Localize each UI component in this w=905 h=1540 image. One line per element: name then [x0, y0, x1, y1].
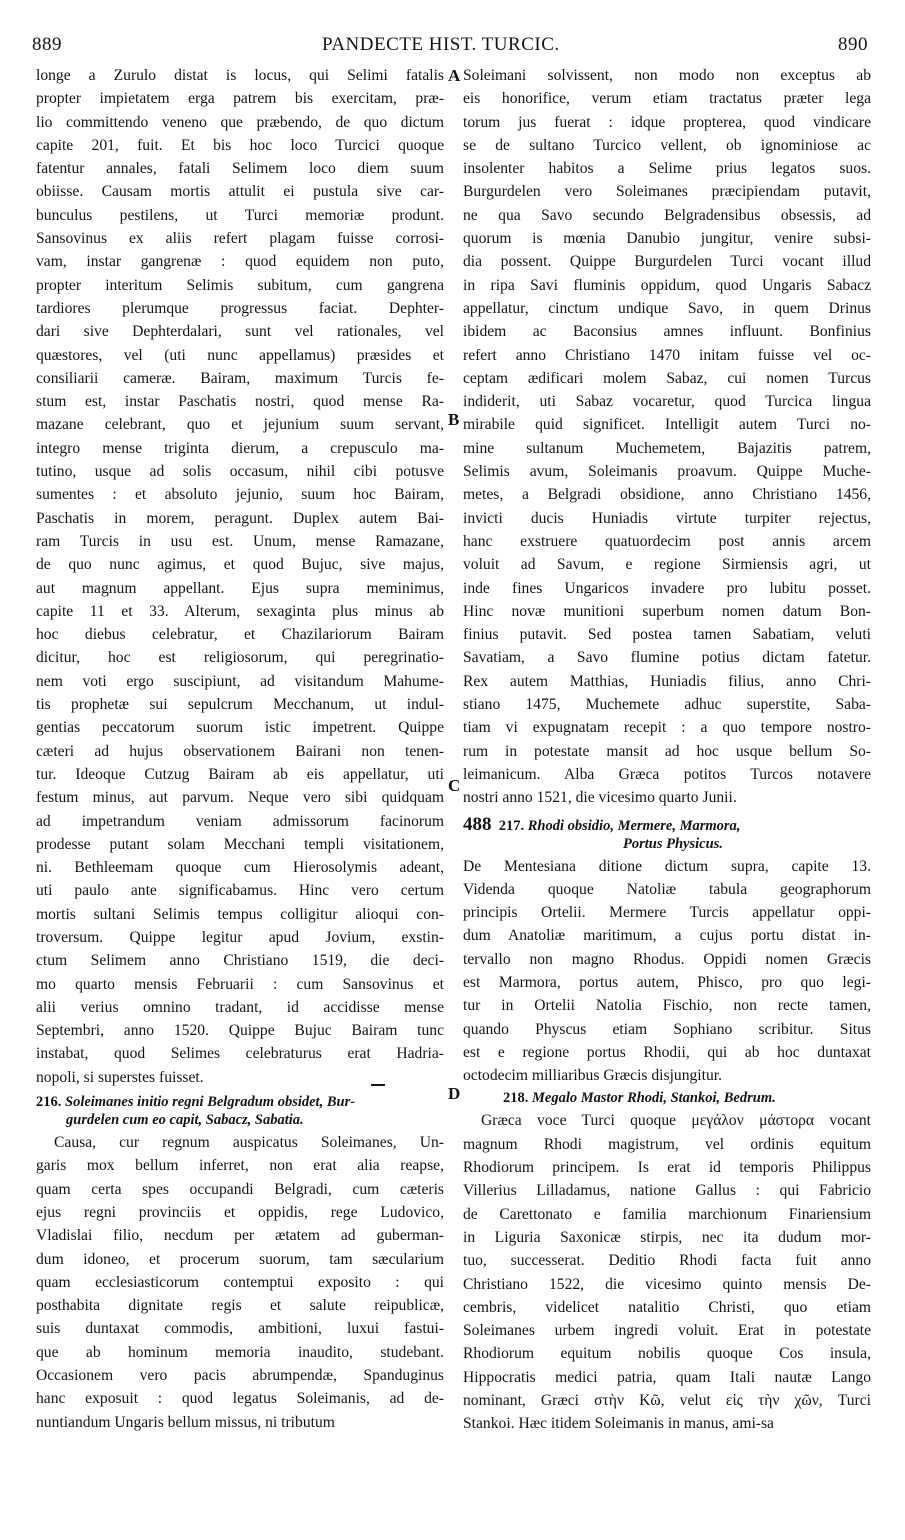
text-line: Rhodiorum equitum nobilis quoque Cos insula, — [463, 1345, 871, 1363]
section-217-title-line-2: Portus Physicus. — [623, 835, 723, 852]
text-line: magnum Rhodi magistrum, vel ordinis equitum — [463, 1135, 871, 1153]
text-line: tardiores plerumque progressus faciat. Dephter- — [36, 299, 444, 317]
text-line: ibidem ac Baconsius amnes influunt. Bonfinius — [463, 323, 871, 341]
text-line: indiderit, uti Sabaz vocaretur, quod Turcica lingua — [463, 393, 871, 411]
text-line: Soleimanes urbem ingredi voluit. Erat in potestate — [463, 1322, 871, 1340]
text-line: Vladislai filio, necdum per ætatem ad guberman- — [36, 1227, 444, 1245]
text-line: invicti ducis Huniadis virtute turpiter rejectus, — [463, 509, 871, 527]
text-line: hoc diebus celebratur, et Chazilariorum Bairam — [36, 626, 444, 644]
text-line: in ripa Savi fluminis oppidum, quod Ungaris Sabacz — [463, 276, 871, 294]
section-218-heading — [463, 1089, 871, 1107]
text-line: festum minus, aut parvum. Neque vero sibi quidquam — [36, 789, 444, 807]
text-line: Villerius Lilladamus, natione Gallus : qui Fabricio — [463, 1182, 871, 1200]
text-line: cembris, videlicet natalitio Christi, quo etiam — [463, 1298, 871, 1316]
text-line: obiisse. Causam mortis attulit ei pustula sive car- — [36, 183, 444, 201]
text-line: Causa, cur regnum auspicatus Soleimanes, Un- — [54, 1134, 444, 1152]
text-line: tis prophetæ sui sepulcrum Mecchanum, ut indul- — [36, 696, 444, 714]
text-line: principis Ortelii. Mermere Turcis appellatur oppi- — [463, 904, 871, 922]
text-line: dari sive Dephterdalari, sunt vel rationales, vel — [36, 323, 444, 341]
text-line: inde fines Ungaricos invadere pro lubitu posset. — [463, 579, 871, 597]
text-line: vam, instar gangrenæ : quod equidem non puto, — [36, 253, 444, 271]
text-line: nem voti ergo suscipiunt, ad visitandum Mahume- — [36, 672, 444, 690]
text-line: troversum. Quippe legitur apud Jovium, exstin- — [36, 928, 444, 946]
section-218-title: Megalo Mastor Rhodi, Stankoi, Bedrum. — [532, 1090, 776, 1107]
text-line: fatentur annales, fatali Selimem loco diem suum — [36, 160, 444, 178]
text-line: gentias peccatorum suorum istic impetrent. Quippe — [36, 719, 444, 737]
text-line: de Carettonato e familia marchionum Finariensium — [463, 1205, 871, 1223]
section-216-title-line-1: Soleimanes initio regni Belgradum obsidet, Bur- — [65, 1094, 356, 1111]
text-line: nuntiandum Ungaris bellum missus, ni tributum — [36, 1413, 335, 1431]
text-line: cæteri ad hujus observationem Bairani non tenen- — [36, 742, 444, 760]
text-line: Savatiam, a Savo flumine potius dictam fatetur. — [463, 649, 871, 667]
text-line: Soleimani solvissent, non modo non exceptus ab — [463, 67, 871, 84]
text-line: nostri anno 1521, die vicesimo quarto Junii. — [463, 789, 737, 807]
right-paragraph-2 — [463, 855, 871, 1088]
text-line: aut magnum appellant. Ejus supra meminimus, — [36, 579, 444, 597]
section-217-heading — [463, 813, 871, 853]
text-line: quam certa spes occupandi Belgradi, cum cæteris — [36, 1180, 444, 1198]
text-line: prodesse putant solam Mecchani templi visitationem, — [36, 835, 444, 853]
text-line: propter interitum Selimis subitum, cum gangrena — [36, 276, 444, 294]
text-line: mo quarto mensis Februarii : cum Sansovinus et — [36, 975, 444, 993]
text-line: mine sultanum Muchemetem, Bajazitis patrem, — [463, 439, 871, 457]
text-line: instabat, quod Selimes celebraturus erat Hadria- — [36, 1045, 444, 1063]
text-line: in Liguria Saxonicæ stirpis, nec ita dudum mor- — [463, 1228, 871, 1246]
text-line: insolenter habitos a Selime prius legatos suos. — [463, 160, 871, 178]
left-paragraph-2 — [36, 1131, 444, 1434]
page-number-left: 889 — [32, 34, 62, 55]
text-line: rum in potestate mansit ad hoc usque bellum So- — [463, 742, 871, 760]
text-line: quam ecclesiasticorum contemptui exposito : qui — [36, 1273, 444, 1291]
page-number-right: 890 — [838, 34, 868, 55]
margin-letter-d: D — [448, 1084, 461, 1103]
text-line: ram Turcis in usu est. Unum, mense Ramazane, — [36, 532, 444, 550]
text-line: Videnda quoque Natoliæ tabula geographorum — [463, 880, 871, 898]
text-line: ctum Selimem anno Christiano 1519, die deci- — [36, 952, 444, 970]
text-line: Septembri, anno 1520. Quippe Bujuc Bairam tunc — [36, 1022, 444, 1040]
margin-number-488: 488 — [463, 813, 492, 835]
text-line: tuo, successerat. Deditio Rhodi facta fuit anno — [463, 1252, 871, 1270]
text-line: lio committendo veneno que præbendo, de quo dictum — [36, 113, 444, 131]
text-line: capite 11 et 33. Alterum, sexaginta plus minus ab — [36, 602, 444, 620]
text-line: finius putavit. Sed postea tamen Sabatiam, veluti — [463, 626, 871, 644]
margin-letter-c: C — [448, 776, 461, 795]
text-line: tervallo non magno Rhodus. Oppidi nomen Græcis — [463, 950, 871, 968]
text-line: metes, a Belgradi obsidione, anno Christiano 1456, — [463, 486, 871, 504]
text-line: ni. Bethleemam quoque cum Hierosolymis adeant, — [36, 859, 444, 877]
text-line: sumentes : et absoluto jejunio, suum hoc Bairam, — [36, 486, 444, 504]
text-line: ceptam ædificari molem Sabaz, cui nomen Turcus — [463, 369, 871, 387]
text-line: voluit ad Savum, e regione Sirmiensis agri, ut — [463, 556, 871, 574]
text-line: se de sultano Turcico vellent, ob ignominiose ac — [463, 136, 871, 154]
text-line: est e regione portus Rhodii, qui ab hoc duntaxat — [463, 1043, 871, 1061]
text-line: alii verius omnino tradant, id accidisse mense — [36, 998, 444, 1016]
text-line: consiliarii cameræ. Bairam, maximum Turcis fe- — [36, 369, 444, 387]
left-paragraph-1 — [36, 64, 444, 1089]
text-line: octodecim milliaribus Græcis disjungitur. — [463, 1067, 723, 1085]
section-218-number: 218. — [503, 1090, 529, 1107]
text-line: posthabita dignitate regis et salute reipublicæ, — [36, 1297, 444, 1315]
text-line: dum idoneo, et procerum suorum, tam sæcularium — [36, 1250, 444, 1268]
text-line: Rhodiorum principem. Is erat id temporis Philippus — [463, 1159, 871, 1177]
text-line: est Marmora, portus autem, Phisco, pro quo legi- — [463, 973, 871, 991]
text-line: dia possent. Quippe Burgurdelen Turci vocant illud — [463, 253, 871, 271]
text-line: que ab hominum memoria inaudito, studebant. — [36, 1343, 444, 1361]
section-217-title-line-1: Rhodi obsidio, Mermere, Marmora, — [527, 817, 741, 834]
text-line: uti paulo ante significabamus. Hinc vero certum — [36, 882, 444, 900]
text-line: propter impietatem erga patrem bis exercitam, præ- — [36, 90, 444, 108]
section-216-heading — [36, 1093, 444, 1129]
section-216-title-line-2: gurdelen cum eo capit, Sabacz, Sabatia. — [66, 1112, 304, 1129]
text-line: longe a Zurulo distat is locus, qui Selimi fatalis — [36, 67, 444, 84]
text-line: De Mentesiana ditione dictum supra, capite 13. — [463, 857, 871, 875]
text-line: refert anno Christiano 1470 initam fuisse vel oc- — [463, 346, 871, 364]
section-216-number: 216. — [36, 1094, 62, 1111]
right-column — [463, 64, 871, 1436]
text-line: Rex autem Matthias, Huniadis filius, anno Chri- — [463, 672, 871, 690]
text-line: dum Anatoliæ maritimum, a cujus portu distat in- — [463, 927, 871, 945]
text-line: quando Physcus etiam Sophiano scribitur. Situs — [463, 1020, 871, 1038]
text-line: nopoli, si superstes fuisset. — [36, 1068, 204, 1086]
text-line: Selimis avum, Soleimanis proavum. Quippe Muche- — [463, 463, 871, 481]
text-line: bunculus pestilens, ut Turci memoriæ produnt. — [36, 206, 444, 224]
text-line: tur in Ortelii Natolia Fischio, non recte tamen, — [463, 997, 871, 1015]
text-line: Hinc novæ munitioni superbum nomen datum Bon- — [463, 602, 871, 620]
text-line: capite 201, fuit. Et bis hoc loco Turcici quoque — [36, 136, 444, 154]
text-line: Hippocratis medici patria, quam Itali nautæ Lango — [463, 1368, 871, 1386]
text-line: Græca voce Turci quoque μεγάλον μάστορα vocant — [481, 1112, 871, 1130]
text-line: quorum is mœnia Danubio jungitur, venire subsi- — [463, 230, 871, 248]
text-line: de quo nunc agimus, et quod Bujuc, sive majus, — [36, 556, 444, 574]
text-line: integro mense triginta dierum, a crepusculo ma- — [36, 439, 444, 457]
text-line: hanc exposuit : quod legatus Soleimanis, ad de- — [36, 1390, 444, 1408]
text-line: Christiano 1522, die vicesimo quinto mensis De- — [463, 1275, 871, 1293]
text-line: nominant, Græci στὴν Κῶ, velut εἰς τὴν χῶν, Turci — [463, 1392, 871, 1410]
text-line: ad impetrandum veniam admissorum facinorum — [36, 812, 444, 830]
text-line: tur. Ideoque Cutzug Bairam ab eis appellatur, uti — [36, 765, 444, 783]
right-paragraph-3 — [463, 1109, 871, 1435]
text-line: eis honorifice, verum etiam tractatus præter lega — [463, 90, 871, 108]
text-line: hanc exstruere quatuordecim post annis arcem — [463, 532, 871, 550]
text-line: Sansovinus ex aliis refert plagam fuisse corrosi- — [36, 230, 444, 248]
right-paragraph-1 — [463, 64, 871, 810]
text-line: mazane celebrant, quo et jejunium suum servant, — [36, 416, 444, 434]
text-line: Paschatis in morem, peragunt. Duplex autem Bai- — [36, 509, 444, 527]
text-line: appellatur, cinctum undique Savo, in quem Drinus — [463, 299, 871, 317]
text-line: stiano 1475, Muchemete adhuc superstite, Saba- — [463, 696, 871, 714]
text-line: Stankoi. Hæc itidem Soleimanis in manus, ami-sa — [463, 1415, 774, 1433]
text-line: ne qua Savo secundo Belgradensibus obsessis, ad — [463, 206, 871, 224]
text-line: quæstores, vel (uti nunc appellamus) præsides et — [36, 346, 444, 364]
margin-letter-b: B — [448, 410, 460, 429]
running-title: PANDECTE HIST. TURCIC. — [322, 34, 560, 55]
text-line: mirabile quid significet. Intelligit autem Turci no- — [463, 416, 871, 434]
margin-letter-a: A — [448, 66, 461, 85]
text-line: leimanicum. Alba Græca potitos Turcos notavere — [463, 765, 871, 783]
text-line: tutino, usque ad solis occasum, nihil cibi potusve — [36, 463, 444, 481]
text-line: suis duntaxat commodis, ambitioni, luxui fastui- — [36, 1320, 444, 1338]
text-line: Occasionem vero pacis abrumpendæ, Spanduginus — [36, 1367, 444, 1385]
text-line: mortis sultani Selimis tempus colligitur alioqui con- — [36, 905, 444, 923]
text-line: garis mox bellum inferret, non erat alia reapse, — [36, 1157, 444, 1175]
text-line: stum est, instar Paschatis nostri, quod mense Ra- — [36, 393, 444, 411]
text-line: tiam vi expugnatam recepit : a quo tempore nostro- — [463, 719, 871, 737]
text-line: ejus regni provinciis et oppidis, rege Ludovico, — [36, 1203, 444, 1221]
text-line: dicitur, hoc est religiosorum, qui peregrinatio- — [36, 649, 444, 667]
text-line: torum jus fuerat : idque propterea, quod vindicare — [463, 113, 871, 131]
left-column — [36, 64, 444, 1434]
section-217-number: 217. — [498, 817, 525, 834]
text-line: Burgurdelen vero Soleimanes præcipiendam putavit, — [463, 183, 871, 201]
